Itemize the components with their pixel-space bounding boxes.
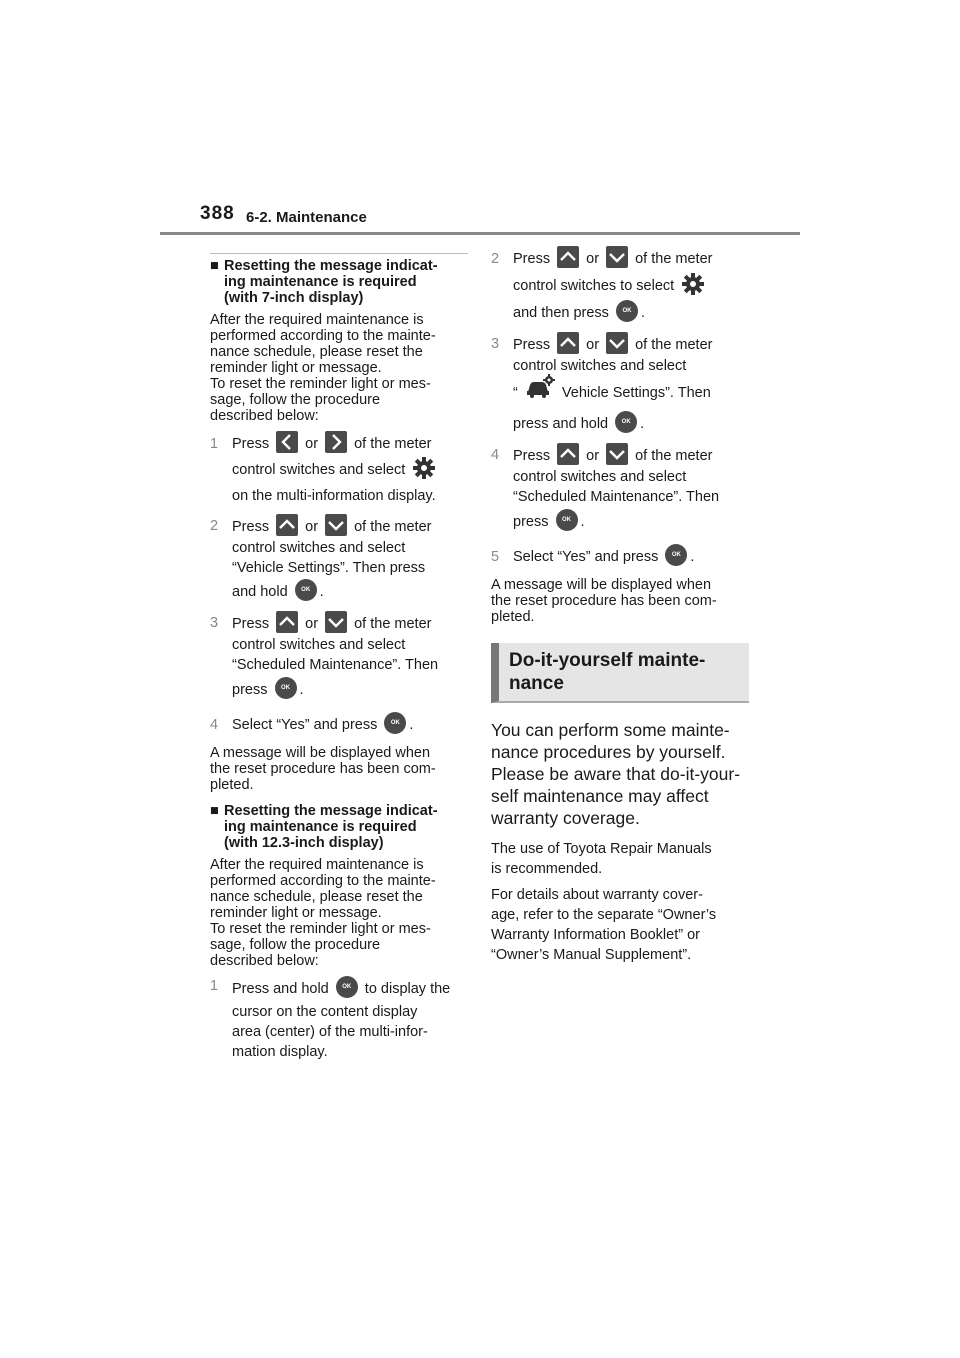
lead-paragraph: You can perform some mainte- nance procedures by yourself. Please be aware that do-it-your- self maintenance may affect warranty coverage. <box>491 720 741 828</box>
chevron-down-icon <box>606 443 628 465</box>
completion-message-7inch: A message will be displayed when the reset procedure has been com- pleted. <box>210 745 436 793</box>
header-rule <box>160 232 800 235</box>
subheading-12inch: ■ Resetting the message indicat- ing maintenance is required (with 12.3-inch display) <box>210 803 438 851</box>
step-1-12inch: 1 Press and hold OK to display the cursor on the content display area (center) of the multi-infor- mation display. <box>210 978 451 1060</box>
step-3-12inch: 3 Press or of the meter control switches and select “ Vehicle Settings”. Then press and hold OK . <box>491 334 749 438</box>
square-bullet-icon: ■ <box>210 258 219 274</box>
left-column <box>210 258 468 1069</box>
completion-message-12inch: A message will be displayed when the reset procedure has been com- pleted. <box>491 577 717 625</box>
ok-button-icon: OK <box>384 712 406 734</box>
chevron-up-icon <box>557 246 579 268</box>
chevron-left-icon <box>276 431 298 453</box>
step-2: 2 Press or of the meter control switches and select “Vehicle Settings”. Then press and hold OK . <box>210 516 468 606</box>
chevron-down-icon <box>606 246 628 268</box>
step-3: 3 Press or of the meter control switches and select “Scheduled Maintenance”. Then press OK . <box>210 613 468 705</box>
intro-12inch: After the required maintenance is performed according to the mainte- nance schedule, please reset the reminder light or message. To reset the reminder light or mes- sage, follow the procedure described below: <box>210 857 436 969</box>
step-4: 4 Select “Yes” and press OK . <box>210 712 468 738</box>
chevron-down-icon <box>606 332 628 354</box>
section-title: 6-2. Maintenance <box>246 209 367 226</box>
vehicle-settings-icon <box>525 374 555 408</box>
ok-button-icon: OK <box>336 976 358 998</box>
ok-button-icon: OK <box>275 677 297 699</box>
right-column <box>491 246 749 971</box>
page-number: 388 <box>200 203 235 224</box>
ok-button-icon: OK <box>616 300 638 322</box>
chevron-right-icon <box>325 431 347 453</box>
column-top-rule <box>210 253 468 254</box>
chevron-up-icon <box>276 514 298 536</box>
ok-button-icon: OK <box>556 509 578 531</box>
chevron-up-icon <box>276 611 298 633</box>
ok-button-icon: OK <box>615 411 637 433</box>
chevron-up-icon <box>557 443 579 465</box>
square-bullet-icon: ■ <box>210 803 219 819</box>
step-5-12inch: 5 Select “Yes” and press OK . <box>491 544 749 570</box>
step-2-12inch: 2 Press or of the meter control switches to select and then press OK . <box>491 246 749 327</box>
repair-manuals-note: The use of Toyota Repair Manuals is recommended. <box>491 841 712 877</box>
section-heading-box: Do-it-yourself mainte- nance <box>491 643 749 703</box>
step-1: 1 Press or of the meter control switches and select on the multi-information display. <box>210 431 468 509</box>
chevron-down-icon <box>325 611 347 633</box>
gear-icon <box>681 272 705 296</box>
chevron-up-icon <box>557 332 579 354</box>
chevron-down-icon <box>325 514 347 536</box>
ok-button-icon: OK <box>665 544 687 566</box>
step-4-12inch: 4 Press or of the meter control switches and select “Scheduled Maintenance”. Then press OK . <box>491 445 749 537</box>
ok-button-icon: OK <box>295 579 317 601</box>
subheading-7inch: ■ Resetting the message indicat- ing maintenance is required (with 7-inch display) <box>210 258 438 306</box>
warranty-note: For details about warranty cover- age, refer to the separate “Owner’s Warranty Information Booklet” or “Owner’s Manual Supplement”. <box>491 887 717 963</box>
intro-7inch: After the required maintenance is performed according to the mainte- nance schedule, please reset the reminder light or message. To reset the reminder light or mes- sage, follow the procedure described below: <box>210 312 436 424</box>
gear-icon <box>412 456 436 480</box>
